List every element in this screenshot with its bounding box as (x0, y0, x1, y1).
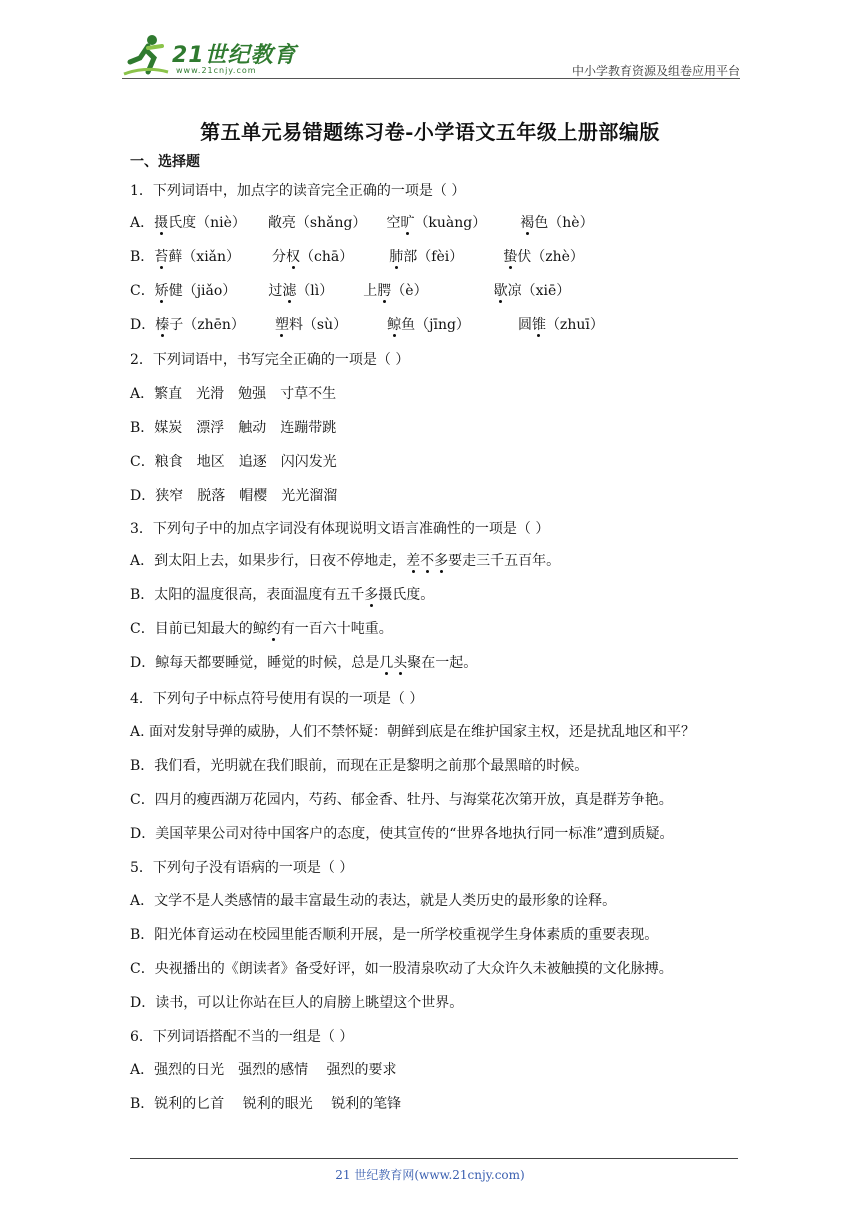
footer-divider (130, 1158, 738, 1159)
option-text: 有一百六十吨重。 (280, 621, 393, 637)
question-6-option-b[interactable]: B．锐利的匕首 锐利的眼光 锐利的笔锋 (130, 1096, 402, 1112)
option-word: 氏度（niè） (168, 215, 246, 231)
dotted-char: 约 (266, 621, 281, 637)
question-3-option-c[interactable] (130, 618, 393, 638)
option-text: 聚在一起。 (407, 655, 478, 671)
option-word: 分 (272, 249, 287, 265)
question-4-option-b[interactable]: B．我们看，光明就在我们眼前，而现在正是黎明之前那个最黑暗的时候。 (130, 758, 589, 774)
option-text: 摄氏度。 (378, 587, 435, 603)
option-text: D．鲸每天都要睡觉，睡觉的时候，总是 (130, 655, 380, 671)
site-logo (122, 30, 302, 78)
header-divider (122, 78, 740, 79)
dotted-char: 摄 (154, 215, 169, 231)
question-5-option-b[interactable]: B．阳光体育运动在校园里能否顺利开展，是一所学校重视学生身体素质的重要表现。 (130, 927, 659, 943)
question-2-option-b[interactable]: B．媒炭 漂浮 触动 连蹦带跳 (130, 420, 337, 436)
question-2-stem: 2．下列词语中，书写完全正确的一项是（ ） (130, 352, 410, 368)
option-word: 上 (363, 283, 378, 299)
dotted-char: 滤 (282, 283, 297, 299)
dotted-char: 苔 (154, 249, 169, 265)
option-word: （è） (391, 283, 428, 299)
question-1-option-a[interactable] (130, 212, 594, 232)
option-word: 伏（zhè） (517, 249, 584, 265)
dotted-char: 榛 (155, 317, 170, 333)
option-word: （kuàng） (414, 215, 487, 231)
question-5-stem: 5．下列句子没有语病的一项是（ ） (130, 860, 354, 876)
option-word: （chā） (300, 249, 354, 265)
question-2-option-d[interactable]: D．狭窄 脱落 帽樱 光光溜溜 (130, 488, 338, 504)
runner-logo-icon (122, 32, 170, 76)
question-4-option-a[interactable]: A. 面对发射导弹的威胁，人们不禁怀疑：朝鲜到底是在维护国家主权，还是扰乱地区和平？ (130, 724, 696, 740)
dotted-char: 旷 (400, 215, 415, 231)
header-tagline: 中小学教育资源及组卷应用平台 (571, 64, 740, 78)
question-1-stem: 1．下列词语中，加点字的读音完全正确的一项是（ ） (130, 183, 466, 199)
question-2-option-a[interactable]: A．繁直 光滑 勉强 寸草不生 (130, 386, 337, 402)
option-word: 藓（xiǎn） (168, 249, 241, 265)
page-title: 第五单元易错题练习卷-小学语文五年级上册部编版 (200, 120, 660, 144)
dotted-char: 多 (434, 553, 449, 569)
question-3-stem: 3．下列句子中的加点字词没有体现说明文语言准确性的一项是（ ） (130, 521, 550, 537)
dotted-char: 腭 (377, 283, 392, 299)
logo-url: www.21cnjy.com (176, 66, 257, 75)
dotted-char: 歇 (493, 283, 508, 299)
dotted-char: 权 (286, 249, 301, 265)
question-4-option-c[interactable]: C．四月的瘦西湖万花园内，芍药、郁金香、牡丹、与海棠花次第开放，真是群芳争艳。 (130, 792, 673, 808)
option-text: A．到太阳上去，如果步行，日夜不停地走， (130, 553, 407, 569)
dotted-char: 褐 (520, 215, 535, 231)
dotted-char: 肺 (389, 249, 404, 265)
option-text: C．目前已知最大的鲸 (130, 621, 267, 637)
option-word: 健（jiǎo） (168, 283, 237, 299)
question-6-option-a[interactable]: A．强烈的日光 强烈的感情 强烈的要求 (130, 1062, 397, 1078)
footer-link[interactable]: 21 世纪教育网(www.21cnjy.com) (335, 1168, 525, 1182)
option-word: 空 (386, 215, 401, 231)
question-5-option-d[interactable]: D．读书，可以让你站在巨人的肩膀上眺望这个世界。 (130, 995, 464, 1011)
option-word: 部（fèi） (403, 249, 464, 265)
section-heading: 一、选择题 (130, 154, 200, 170)
question-5-option-a[interactable]: A．文学不是人类感情的最丰富最生动的表达，就是人类历史的最形象的诠释。 (130, 893, 617, 909)
dotted-char: 蛰 (503, 249, 518, 265)
dotted-char: 不 (420, 553, 435, 569)
question-1-option-b[interactable] (130, 246, 584, 266)
question-4-option-d[interactable]: D．美国苹果公司对待中国客户的态度，使其宣传的“世界各地执行同一标准”遭到质疑。 (130, 826, 674, 842)
logo-text: 21世纪教育 (172, 43, 297, 68)
dotted-char: 差 (406, 553, 421, 569)
option-label: C． (130, 283, 155, 299)
question-3-option-d[interactable] (130, 652, 477, 672)
dotted-char: 锥 (531, 317, 546, 333)
question-1-option-c[interactable] (130, 280, 570, 300)
option-word: 色（hè） (534, 215, 594, 231)
option-word: （lì） (296, 283, 334, 299)
option-word: 过 (268, 283, 283, 299)
question-2-option-c[interactable]: C．粮食 地区 追逐 闪闪发光 (130, 454, 337, 470)
page-header (122, 30, 740, 80)
dotted-char: 几 (379, 655, 394, 671)
option-word: 圆 (517, 317, 532, 333)
option-word: （zhuī） (545, 317, 604, 333)
dotted-char: 多 (364, 587, 379, 603)
option-word: 敞亮（shǎng） (267, 215, 367, 231)
question-3-option-a[interactable] (130, 550, 560, 570)
question-6-stem: 6．下列词语搭配不当的一组是（ ） (130, 1029, 354, 1045)
question-1-option-d[interactable] (130, 314, 604, 334)
option-label: B． (130, 249, 155, 265)
option-label: A． (130, 215, 155, 231)
dotted-char: 头 (393, 655, 408, 671)
option-word: 子（zhēn） (169, 317, 245, 333)
dotted-char: 矫 (154, 283, 169, 299)
option-label: D． (130, 317, 156, 333)
option-word: 料（sù） (288, 317, 348, 333)
option-text: B．太阳的温度很高，表面温度有五千 (130, 587, 365, 603)
option-text: 要走三千五百年。 (448, 553, 561, 569)
option-word: 鱼（jīng） (401, 317, 470, 333)
question-3-option-b[interactable] (130, 584, 434, 604)
question-4-stem: 4．下列句子中标点符号使用有误的一项是（ ） (130, 691, 424, 707)
option-word: 凉（xiē） (507, 283, 571, 299)
dotted-char: 塑 (274, 317, 289, 333)
dotted-char: 鲸 (387, 317, 402, 333)
question-5-option-c[interactable]: C．央视播出的《朗读者》备受好评，如一股清泉吹动了大众许久未被触摸的文化脉搏。 (130, 961, 673, 977)
